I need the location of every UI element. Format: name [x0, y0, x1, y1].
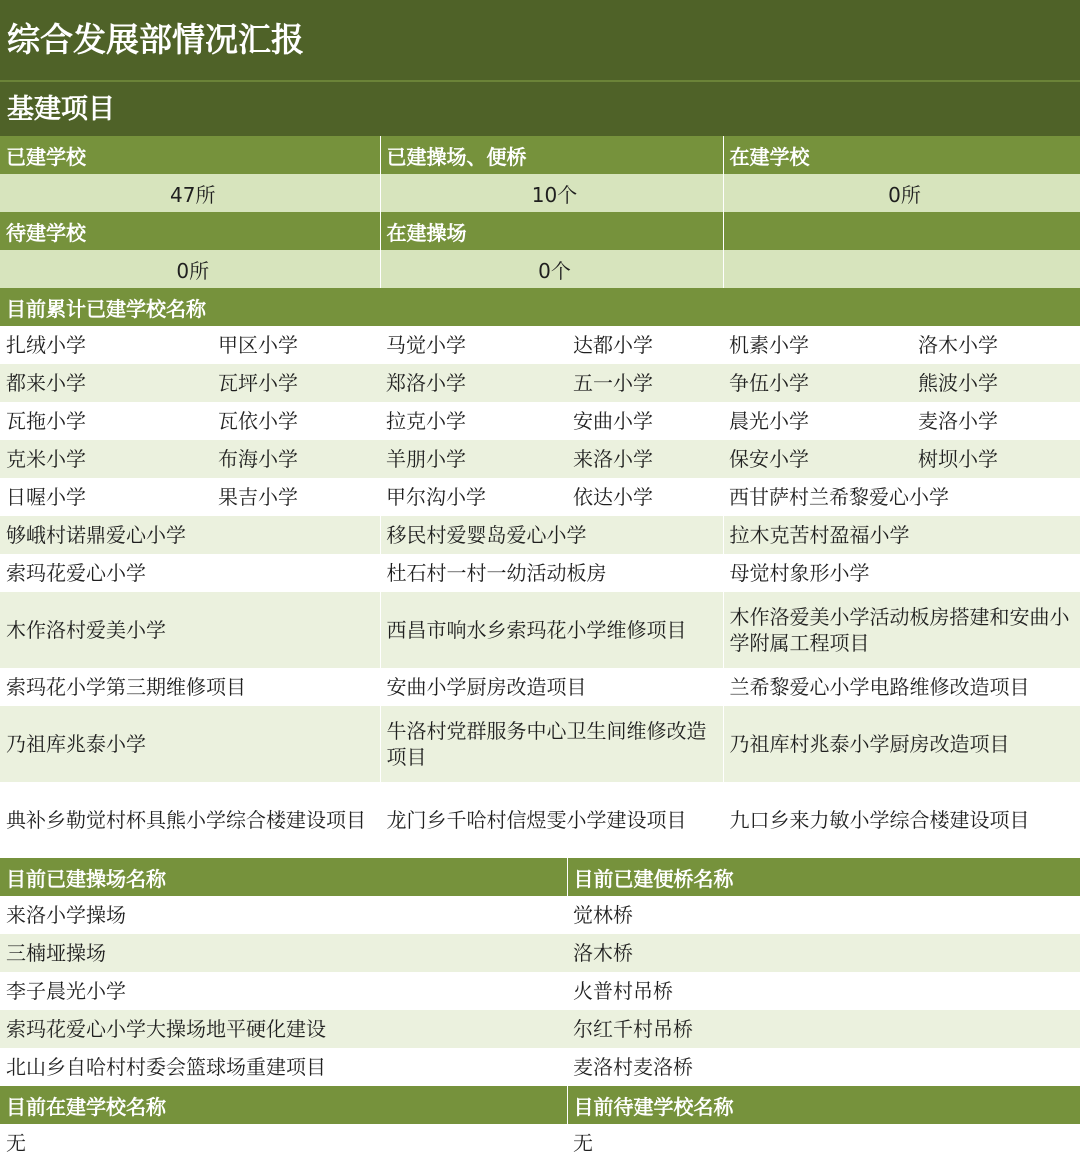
school-cell: 瓦坪小学 [212, 364, 380, 402]
pending-schools-value: 无 [573, 1131, 593, 1155]
school-cell: 瓦依小学 [218, 409, 298, 433]
school-cell: 果吉小学 [218, 485, 298, 509]
project-cell: 典补乡勒觉村杯具熊小学综合楼建设项目 [0, 782, 380, 858]
bridge-cell: 麦洛村麦洛桥 [573, 1055, 693, 1079]
bridge-cell: 火普村吊桥 [573, 979, 673, 1003]
school-cell: 马觉小学 [386, 333, 466, 357]
project-cell: 索玛花爱心小学 [0, 554, 380, 592]
bridge-cell: 尔红千村吊桥 [567, 1010, 1080, 1048]
bridge-cell: 洛木桥 [567, 934, 1080, 972]
built-schools-table [0, 288, 1080, 516]
school-cell: 甲尔沟小学 [386, 485, 486, 509]
school-cell: 日喔小学 [6, 485, 86, 509]
project-cell: 索玛花小学第三期维修项目 [0, 668, 380, 706]
school-cell: 来洛小学 [567, 440, 723, 478]
project-cell: 母觉村象形小学 [723, 554, 1080, 592]
school-cell: 依达小学 [573, 485, 653, 509]
stat-label-empty [723, 212, 1080, 250]
stat-value-built-schools: 47所 [0, 174, 380, 212]
school-cell: 郑洛小学 [380, 364, 567, 402]
building-schools-header: 目前在建学校名称 [0, 1086, 567, 1124]
project-cell: 九口乡来力敏小学综合楼建设项目 [723, 782, 1080, 858]
fields-bridges-table [0, 858, 1080, 1162]
field-cell: 李子晨光小学 [6, 979, 126, 1003]
field-cell: 三楠垭操场 [0, 934, 567, 972]
stats-table [0, 136, 1080, 288]
project-cell: 西昌市响水乡索玛花小学维修项目 [380, 592, 723, 668]
project-cell: 龙门乡千哈村信煜雯小学建设项目 [380, 782, 723, 858]
fields-header: 目前已建操场名称 [0, 858, 567, 896]
school-cell: 洛木小学 [918, 333, 998, 357]
school-cell: 树坝小学 [912, 440, 1080, 478]
project-cell: 木作洛村爱美小学 [0, 592, 380, 668]
school-cell: 达都小学 [573, 333, 653, 357]
school-cell: 布海小学 [212, 440, 380, 478]
school-cell: 保安小学 [723, 440, 912, 478]
school-cell: 机素小学 [729, 333, 809, 357]
pending-schools-header: 目前待建学校名称 [567, 1086, 1080, 1124]
project-cell: 够峨村诺鼎爱心小学 [0, 516, 380, 554]
school-cell: 扎绒小学 [6, 333, 86, 357]
stat-value-pending-schools: 0所 [0, 250, 380, 288]
stat-label-built-schools: 已建学校 [0, 136, 380, 174]
school-cell: 熊波小学 [912, 364, 1080, 402]
stat-label-pending-schools: 待建学校 [0, 212, 380, 250]
school-cell: 羊朋小学 [380, 440, 567, 478]
section-title: 基建项目 [0, 80, 1080, 136]
project-cell: 牛洛村党群服务中心卫生间维修改造项目 [380, 706, 723, 782]
stat-value-built-fields-bridges: 10个 [380, 174, 723, 212]
built-projects-table [0, 516, 1080, 858]
school-cell: 都来小学 [0, 364, 212, 402]
school-cell: 晨光小学 [729, 409, 809, 433]
project-cell: 乃祖库村兆泰小学厨房改造项目 [723, 706, 1080, 782]
school-cell: 西甘萨村兰希黎爱心小学 [729, 485, 949, 509]
project-cell: 拉木克苦村盈福小学 [723, 516, 1080, 554]
project-cell: 乃祖库兆泰小学 [0, 706, 380, 782]
project-cell: 兰希黎爱心小学电路维修改造项目 [723, 668, 1080, 706]
field-cell: 索玛花爱心小学大操场地平硬化建设 [0, 1010, 567, 1048]
project-cell: 移民村爱婴岛爱心小学 [380, 516, 723, 554]
field-cell: 来洛小学操场 [6, 903, 126, 927]
project-cell: 安曲小学厨房改造项目 [380, 668, 723, 706]
school-cell: 瓦拖小学 [6, 409, 86, 433]
stat-label-building-schools: 在建学校 [723, 136, 1080, 174]
school-cell: 安曲小学 [573, 409, 653, 433]
stat-label-built-fields-bridges: 已建操场、便桥 [380, 136, 723, 174]
page-title: 综合发展部情况汇报 [0, 0, 1080, 80]
school-cell: 麦洛小学 [918, 409, 998, 433]
bridges-header: 目前已建便桥名称 [567, 858, 1080, 896]
field-cell: 北山乡自哈村村委会篮球场重建项目 [6, 1055, 326, 1079]
stat-value-empty [723, 250, 1080, 288]
school-cell: 争伍小学 [723, 364, 912, 402]
stat-label-building-fields: 在建操场 [380, 212, 723, 250]
stat-value-building-schools: 0所 [723, 174, 1080, 212]
school-cell: 甲区小学 [218, 333, 298, 357]
stat-value-building-fields: 0个 [380, 250, 723, 288]
project-cell: 木作洛爱美小学活动板房搭建和安曲小学附属工程项目 [723, 592, 1080, 668]
school-cell: 克米小学 [0, 440, 212, 478]
built-schools-header: 目前累计已建学校名称 [0, 288, 1080, 326]
school-cell: 拉克小学 [386, 409, 466, 433]
building-schools-value: 无 [6, 1131, 26, 1155]
bridge-cell: 觉林桥 [573, 903, 633, 927]
project-cell: 杜石村一村一幼活动板房 [380, 554, 723, 592]
school-cell: 五一小学 [567, 364, 723, 402]
